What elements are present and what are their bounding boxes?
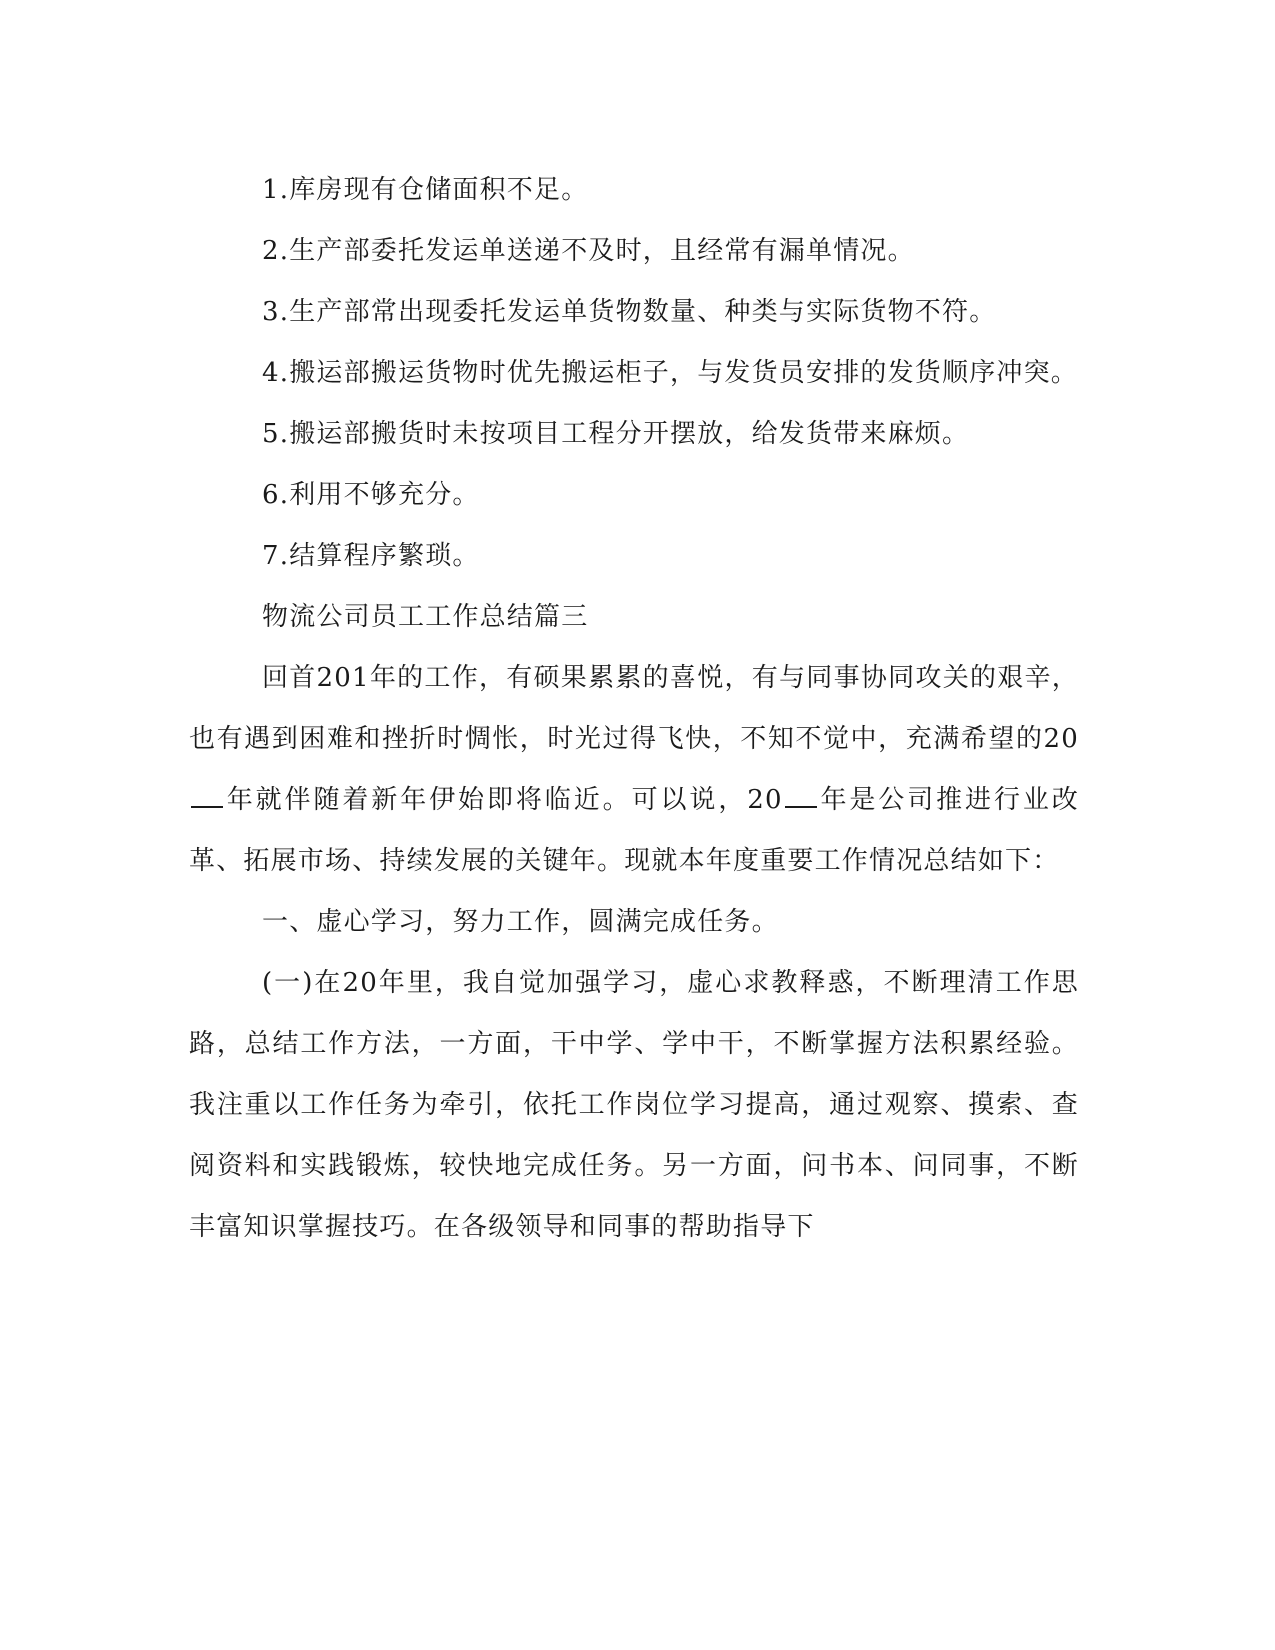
paragraph-10: 一、虚心学习，努力工作，圆满完成任务。 xyxy=(262,907,779,937)
document-body xyxy=(189,160,1079,1258)
paragraph-11: (一)在20年里，我自觉加强学习，虚心求教释惑，不断理清工作思路，总结工作方法，一方面，干中学、学中干，不断掌握方法积累经验。我注重以工作任务为牵引，依托工作岗位学习提高，通过观察、摸索、查阅资料和实践锻炼，较快地完成任务。另一方面，问书本、问同事，不断丰富知识掌握技巧。在各级领导和同事的帮助指导下 xyxy=(189,968,1079,1242)
paragraph-9-part-3: 年是公司推进行业改革、拓展市场、持续发展的关键年。现就本年度重要工作情况总结如下： xyxy=(189,785,1079,876)
paragraph-1: 1.库房现有仓储面积不足。 xyxy=(262,175,589,205)
paragraph-9 xyxy=(189,648,1079,892)
paragraph-2: 2.生产部委托发运单送递不及时，且经常有漏单情况。 xyxy=(262,236,915,266)
paragraph-4: 4.搬运部搬运货物时优先搬运柜子，与发货员安排的发货顺序冲突。 xyxy=(262,358,1079,388)
paragraph-9-part-1: 回首201年的工作，有硕果累累的喜悦，有与同事协同攻关的艰辛，也有遇到困难和挫折时惆怅，时光过得飞快，不知不觉中，充满希望的20 xyxy=(189,663,1079,754)
paragraph-5: 5.搬运部搬货时未按项目工程分开摆放，给发货带来麻烦。 xyxy=(262,419,970,449)
paragraph-6: 6.利用不够充分。 xyxy=(262,480,480,510)
blank-underline xyxy=(191,786,223,808)
section-heading: 物流公司员工工作总结篇三 xyxy=(262,602,589,632)
blank-underline xyxy=(785,786,817,808)
paragraph-9-part-2: 年就伴随着新年伊始即将临近。可以说，20 xyxy=(225,785,783,815)
paragraph-3: 3.生产部常出现委托发运单货物数量、种类与实际货物不符。 xyxy=(262,297,997,327)
paragraph-7: 7.结算程序繁琐。 xyxy=(262,541,480,571)
